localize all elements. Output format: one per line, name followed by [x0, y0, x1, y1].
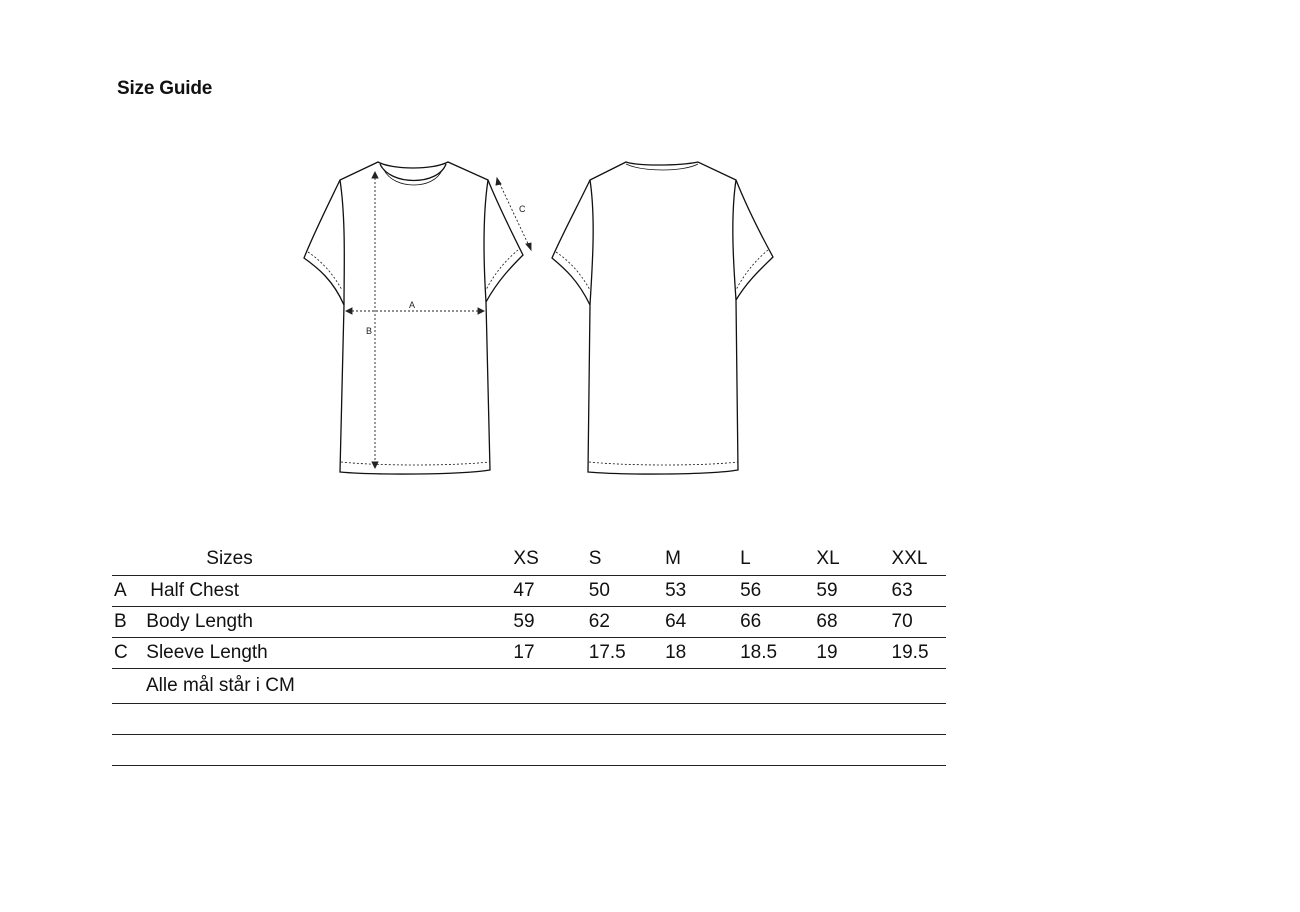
header-sizes-label: Sizes: [146, 543, 458, 576]
header-size-xl: XL: [816, 543, 891, 576]
table-row: [112, 576, 946, 607]
row-value: 56: [740, 576, 816, 607]
row-value: 64: [665, 607, 740, 638]
tshirt-diagram-svg: [298, 150, 788, 490]
row-value: 59: [816, 576, 891, 607]
table-row: [112, 638, 946, 669]
measure-a-arrow-right: [478, 308, 484, 314]
row-letter: C: [112, 638, 146, 669]
table-blank-row: [112, 735, 946, 766]
tshirt-back-right-cuff: [736, 250, 768, 290]
measurements: [346, 172, 531, 468]
tshirt-back-left-armhole: [590, 180, 593, 305]
row-value: 66: [740, 607, 816, 638]
measure-a-arrow-left: [346, 308, 352, 314]
table-blank-row: [112, 704, 946, 735]
row-letter: B: [112, 607, 146, 638]
tshirt-diagram: [298, 150, 788, 490]
row-value: 68: [816, 607, 891, 638]
row-gap: [459, 638, 514, 669]
label-a: A: [409, 300, 416, 310]
measure-b-arrow-top: [372, 172, 378, 178]
tshirt-front-right-armhole: [484, 180, 488, 302]
tshirt-back: [552, 162, 773, 474]
header-size-xxl: XXL: [892, 543, 946, 576]
measurement-labels: [366, 204, 526, 336]
label-b: B: [366, 326, 373, 336]
row-value: 62: [589, 607, 665, 638]
row-letter: A: [112, 576, 146, 607]
measure-b-arrow-bottom: [372, 462, 378, 468]
header-size-xs: XS: [513, 543, 588, 576]
units-note: Alle mål står i CM: [112, 669, 946, 704]
row-value: 18.5: [740, 638, 816, 669]
row-value: 17.5: [589, 638, 665, 669]
row-value: 53: [665, 576, 740, 607]
tshirt-back-outline: [552, 162, 773, 474]
header-size-l: L: [740, 543, 816, 576]
header-letter-cell: [112, 543, 146, 576]
row-value: 70: [892, 607, 946, 638]
row-value: 59: [513, 607, 588, 638]
tshirt-front-outline: [304, 162, 523, 474]
blank-cell: [112, 704, 946, 735]
row-value: 50: [589, 576, 665, 607]
header-size-s: S: [589, 543, 665, 576]
row-value: 17: [513, 638, 588, 669]
size-table-header: [112, 543, 946, 576]
label-c: C: [519, 204, 526, 214]
table-row: [112, 607, 946, 638]
row-value: 18: [665, 638, 740, 669]
row-value: 19: [816, 638, 891, 669]
blank-cell: [112, 735, 946, 766]
row-value: 47: [513, 576, 588, 607]
row-measure-name: Half Chest: [146, 576, 458, 607]
header-gap: [459, 543, 514, 576]
page-title: Size Guide: [117, 78, 213, 99]
tshirt-front-left-armhole: [340, 180, 344, 305]
size-table: [112, 543, 946, 766]
header-size-m: M: [665, 543, 740, 576]
measure-c-arrow-bottom: [526, 243, 531, 250]
tshirt-back-right-armhole: [733, 180, 736, 300]
tshirt-front-hem: [341, 462, 489, 465]
row-measure-name: Body Length: [146, 607, 458, 638]
row-measure-name: Sleeve Length: [146, 638, 458, 669]
row-gap: [459, 576, 514, 607]
table-note-row: [112, 669, 946, 704]
measure-c-arrow-top: [496, 178, 501, 185]
row-value: 19.5: [892, 638, 946, 669]
tshirt-front: [304, 162, 523, 474]
row-value: 63: [892, 576, 946, 607]
row-gap: [459, 607, 514, 638]
tshirt-front-right-cuff: [486, 250, 518, 290]
tshirt-front-collar-inner: [384, 170, 442, 185]
tshirt-back-hem: [589, 462, 738, 465]
tshirt-back-left-cuff: [556, 252, 590, 290]
tshirt-front-left-cuff: [308, 252, 342, 290]
